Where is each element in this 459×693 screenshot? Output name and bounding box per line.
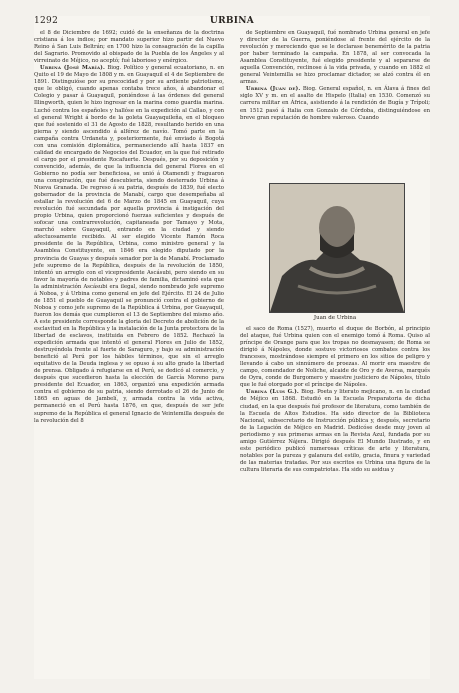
page-number: 1292 — [34, 16, 59, 26]
document-page — [34, 16, 430, 679]
left-column — [34, 30, 224, 425]
paragraph: Urbina (Juan de). Biog. General español, n. en Álava á fines del siglo XV y m. en el asalto de Hispelo (Italia) en 1530. Comenzó su carrera militar en África, asistiendo á la rendición de Bugía y Trípoli; en 1512 pasó á Italia con Gonzalo de Córdoba, distinguiéndose en breve gran reputación de hombre valeroso. Cuando — [240, 86, 430, 121]
paragraph: el saco de Roma (1527), muerto el duque de Borbón, al principio del ataque, fué Urbina quien con el enemigo tomó á Roma. Quiso al príncipe de Orange para que los tropas no desmayasen; de Roma se dirigió á Nápoles, donde sostuvo victoriosos combates contra los franceses, mostrándose siempre el primero en los sitios de peligro y llevando á cabo un sinnúmero de proezas. Al morir era maestre de campo, comendador de Noliche, alcaide de Oro y de Aversa, marqués de Oyra, conde de Burgomero y maestre justiciero de Nápoles, título que le fué otorgado por el príncipe de Nápoles. — [240, 326, 430, 389]
paragraph: Urbina (Luis G.). Biog. Poeta y literato mejicano, n. en la ciudad de Méjico en 1868. Estudió en la Escuela Preparatoria de dicha ciudad, en la que después fué profesor de literatura, como también de la Escuela de Altos Estudios. Ha sido director de la Biblioteca Nacional, subsecretario de Instrucción pública y, después, secretario de la Legación de Méjico en Madrid. Dedicóse desde muy joven al periodismo y sus primeras armas en la Revista Azul, fundada por su amigo Gutiérrez Nájera. Dirigió después El Mundo Ilustrado, y en este periódico publicó numerosas críticas de arte y literatura, notables por la pureza y galanura del estilo, gracia, finura y variedad de las materias tratadas. Por sus escritos es Urbina una figura de la cultura literaria de sus compatriotas. Ha sido su asidua y — [240, 389, 430, 473]
page-header — [34, 16, 430, 30]
portrait-caption: Juan de Urbina — [313, 315, 357, 321]
paragraph: el 8 de Diciembre de 1692; cuidó de la enseñanza de la doctrina cristiana á los indios; por mandato superior hizo partir del Nuevo Reino á San Luis Beltrán; en 1700 hizo la consagración de la capilla del Sagrario. Promovido al obispado de la Puebla de los Ángeles y al virreinato de Méjico, no aceptó; fué laborioso y enérgico. — [34, 30, 224, 65]
right-column-top — [240, 30, 430, 122]
portrait-image — [269, 183, 405, 313]
running-head: URBINA — [209, 16, 255, 26]
portrait-illustration — [270, 184, 404, 312]
paragraph: Urbina (José María). Biog. Político y general ecuatoriano, n. en Quito el 19 de Mayo de 1808 y m. en Guayaquil el 4 de Septiembre de 1891. Distinguióse por su precocidad y por su ardiente patriotismo, que le obligó, cuando apenas contaba trece años, á abandonar el Colegio y pasar á Guayaquil, poniéndose á las órdenes del general Illingworth, quien le hizo ingresar en la marina como guardia marina. Luchó contra los españoles y hallóse en la expedición al Callao, y con el general Wright á bordo de la goleta Guayaquileña, en el bloqueo que fué sostenido el 31 de Agosto de 1828, resultando herido en una pierna y siendo ascendido á alférez de navío. Tomó parte en la campaña contra Urdaneta y, posteriormente, fué enviado á Bogotá con una comisión diplomática, permaneciendo allí hasta 1837 en calidad de encargado de Negocios del Ecuador, en la que fué retirado el cargo por el presidente Rocafuerte. Después, por su deposición y convencido, además, de que la influencia del general Flores en el Gobierno no podía ser beneficiosa, se unió á Otamendi y fraguaron una conspiración, que fué descubierta, siendo desterrado Urbina á Nueva Granada. De regreso á su patria, después de 1839, fué electo gobernador de la provincia de Manabí, cargo que desempeñaba al estallar la revolución del 6 de Marzo de 1845 en Guayaquil, cuya revolución fué secundada por aquella provincia á instigación del propio Urbina, quien proporcionó fuerzas suficientes y después de sofocar una contrarrevolución, capitaneada por Tamayo y Mota, marchó sobre Guayaquil, entrando en la ciudad y siendo afectuosamente recibido. Al ser elegido Vicente Ramón Roca presidente de la República, Urbina, como ministro general y la Asamblea Constituyente, en 1846 era elegido diputado por la provincia de Guayas y después senador por la de Manabí. Proclamado jefe supremo de la República, después de la revolución de 1850, intentó un arreglo con el vicepresidente Ascásubi, pero siendo en su favor la mayoría de notables y padres de familia, dictaminó esta que la administración Ascásubi era ilegal, siendo nombrado jefe supremo á Noboa, y á Urbina como general en jefe del Ejército. El 24 de Julio de 1851 el pueblo de Guayaquil se pronunció contra el gobierno de Noboa y como jefe supremo de la República á Urbina, por Guayaquil, fueron los demás que cumplieron el 13 de Septiembre del mismo año. A este presidente corresponde la gloria del Decreto de abolición de la esclavitud en la República y la instalación de la Junta protectora de la libertad de esclavos, instituida en Febrero de 1852. Rechazó la expedición armada que intentó el general Flores en Julio de 1852, destruyéndola frente al fuerte de Saraguro, y bajo su administración benefició al Perú por los hábiles términos, que sin el arreglo equitativo de la Deuda inglesa y se opuso á su alto grado la libertad de prensa. Obligado á refugiarse en el Perú, se dedicó al comercio, y después que sucedieron hasta la elección de García Moreno para presidente del Ecuador, en 1863, organizó una expedición armada contra el gobierno de su patria, siendo derrotado el 26 de Junio de 1865 en aguas de Jambelí, y, armada contra la vida activa, permaneció en el Perú hasta 1876, en que, después de ser jefe supremo de la República el general Ignacio de Veintemilla después de la revolución del 8 — [34, 65, 224, 424]
paragraph: de Septiembre en Guayaquil, fué nombrado Urbina general en jefe y director de la Guerra, poniéndose al frente del ejército de la revolución y mereciendo que se le declarase benemérito de la patria por haber terminado la campaña. En 1878, al ser convocada la Asamblea Constituyente, fué elegido presidente y al separarse de aquella Convención, reclinose á la vida privada, y cuando en 1882 el general Veintemilla se hizo proclamar dictador, se alzó contra él en armas. — [240, 30, 430, 86]
right-column-bottom — [240, 326, 430, 474]
